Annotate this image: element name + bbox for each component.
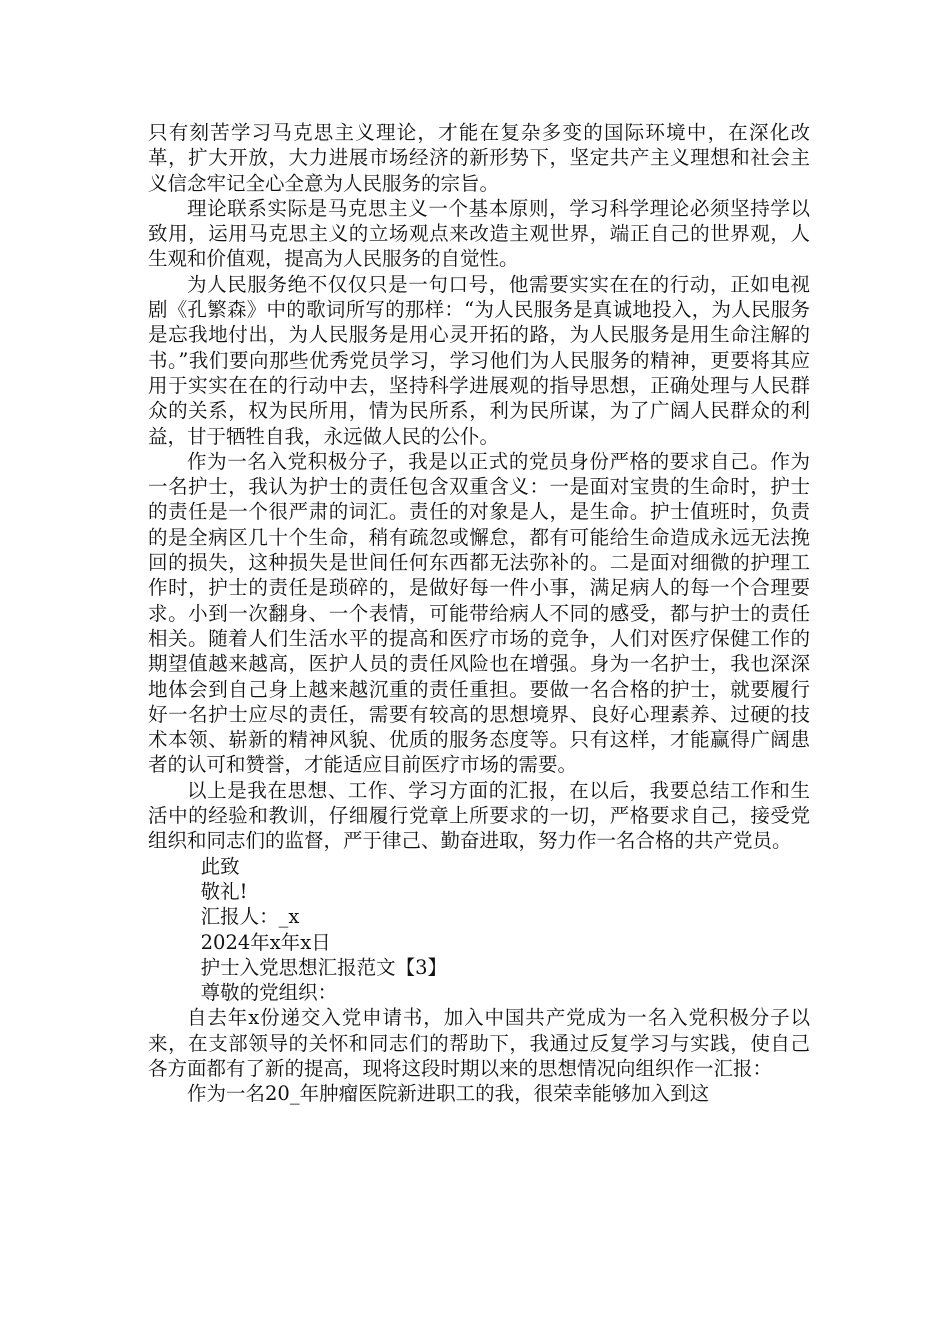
paragraph-summary: 以上是我在思想、工作、学习方面的汇报，在以后，我要总结工作和生活中的经验和教训，仔细履行党章上所要求的一切，严格要求自己，接受党组织和同志们的监督，严于律己、勤奋进取，努力作一名合格的共产党员。 (148, 778, 810, 853)
document-page (148, 120, 810, 1107)
paragraph-new-employee: 作为一名20_年肿瘤医院新进职工的我，很荣幸能够加入到这 (187, 1082, 710, 1106)
paragraph-study-theory: 只有刻苦学习马克思主义理论，才能在复杂多变的国际环境中，在深化改革，扩大开放，大力进展市场经济的新形势下，坚定共产主义理想和社会主义信念牢记全心全意为人民服务的宗旨。 (148, 121, 810, 195)
closing-salutation: 此致 (200, 854, 240, 878)
reporter-line: 汇报人：_x (200, 905, 300, 929)
paragraph-nurse-responsibility: 作为一名入党积极分子，我是以正式的党员身份严格的要求自己。作为一名护士，我认为护士的责任包含双重含义：一是面对宝贵的生命时，护士的责任是一个很严肃的词汇。责任的对象是人，是生命。护士值班时，负责的是全病区几十个生命，稍有疏忽或懈怠，都有可能给生命造成永远无法挽回的损失，这种损失是世间任何东西都无法弥补的。二是面对细微的护理工作时，护士的责任是琐碎的，是做好每一件小事，满足病人的每一个合理要求。小到一次翻身、一个表情，可能带给病人不同的感受，都与护士的责任相关。随着人们生活水平的提高和医疗市场的竞争，人们对医疗保健工作的期望值越来越高，医护人员的责任风险也在增强。身为一名护士，我也深深地体会到自己身上越来越沉重的责任重担。要做一名合格的护士，就要履行好一名护士应尽的责任，需要有较高的思想境界、良好心理素养、过硬的技术本领、崭新的精神风貌、优质的服务态度等。只有这样，才能赢得广阔患者的认可和赞誉，才能适应目前医疗市场的需要。 (148, 449, 810, 777)
paragraph-theory-practice: 理论联系实际是马克思主义一个基本原则，学习科学理论必须坚持学以致用，运用马克思主义的立场观点来改造主观世界，端正自己的世界观，人生观和价值观，提高为人民服务的自觉性。 (148, 196, 810, 271)
closing-regards: 敬礼! (200, 879, 248, 903)
date-line: 2024年x年x日 (200, 930, 331, 954)
paragraph-application: 自去年x份递交入党申请书，加入中国共产党成为一名入党积极分子以来，在支部领导的关怀和同志们的帮助下，我通过反复学习与实践，使自己各方面都有了新的提高，现将这段时期以来的思想情况向组织作一汇报： (148, 1006, 810, 1080)
greeting-line: 尊敬的党组织： (200, 981, 338, 1005)
paragraph-serve-people: 为人民服务绝不仅仅只是一句口号，他需要实实在在的行动，正如电视剧《孔繁森》中的歌词所写的那样：“为人民服务是真诚地投入，为人民服务是忘我地付出，为人民服务是用心灵开拓的路，为人民服务是用生命注解的书。”我们要向那些优秀党员学习，学习他们为人民服务的精神，更要将其应用于实实在在的行动中去，坚持科学进展观的指导思想，正确处理与人民群众的关系，权为民所用，情为民所系，利为民所谋，为了广阔人民群众的利益，甘于牺牲自我，永远做人民的公仆。 (148, 272, 810, 448)
section-title: 护士入党思想汇报范文【3】 (200, 955, 448, 979)
